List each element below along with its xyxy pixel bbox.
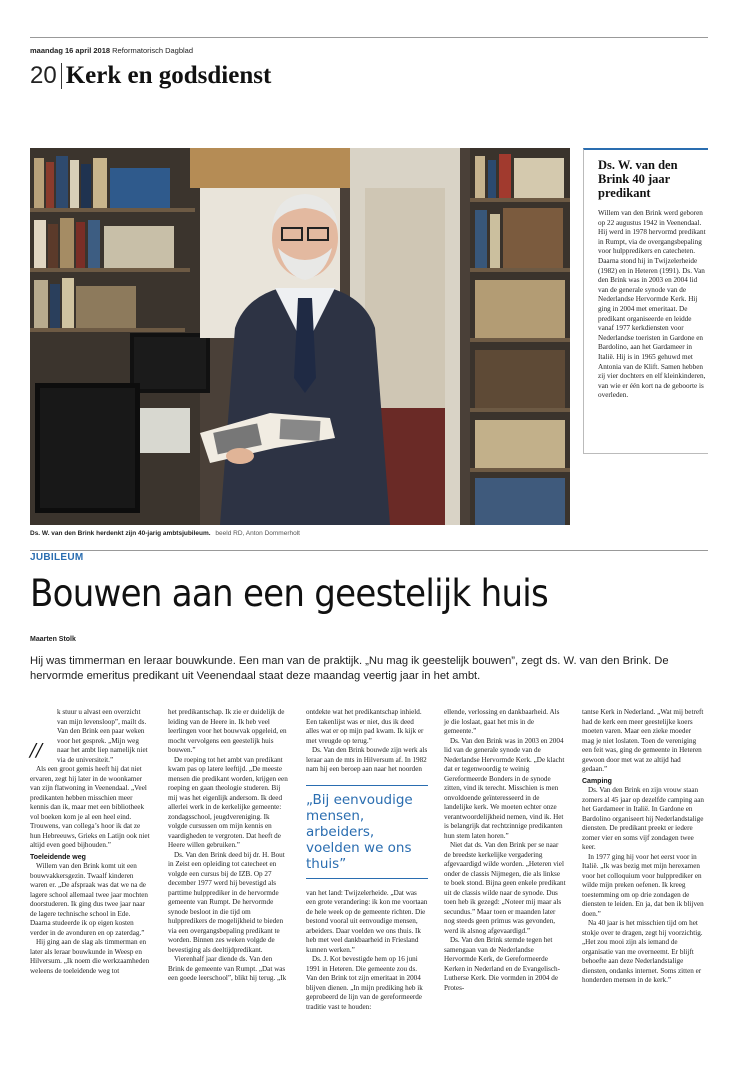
paragraph: Als een groot gemis heeft hij dat niet ervaren, zegt hij later in de woonkamer van zijn flatwoning in Veenendaal. „Veel predikanten hebben misschien meer kennis dan ik, maar met een bibliotheek vol boeken kom je al een heel eind. Trouwens, van collega’s hoor ik dat ze hun Hebreeuws, Grieks en Latijn ook niet altijd even goed bijhouden.” (30, 765, 150, 849)
article-column-5 (582, 708, 704, 986)
paragraph: Niet dat ds. Van den Brink per se naar de breedste kerkelijke vergadering afgevaardigd wilde worden. „Heteren viel onder de classis Nijmegen, die als linkse te boek stond. Bijna geen enkele predikant uit de classis wilde naar de synode. Dus toen heb ik gezegd: „Noteer mij maar als secundus.” Maar toen er maanden later nog steeds geen primus was gevonden, werd ik alsnog afgevaardigd.” (444, 841, 566, 935)
caption-text: Ds. W. van den Brink herdenkt zijn 40-jarig ambtsjubileum. (30, 530, 211, 537)
headline: Bouwen aan een geestelijk huis (30, 572, 549, 615)
kicker-rule (30, 550, 708, 551)
portrait-image (30, 148, 570, 525)
paragraph: tantse Kerk in Nederland. „Wat mij betreft had de kerk een meer geestelijke koers moeten varen. Maar een zieke moeder mag je niet loslaten. Toen de vereniging een feit was, ging de gemeente in Heteren gewoon door met wat ze altijd had gedaan.” (582, 708, 704, 773)
paragraph: ellende, verlossing en dankbaarheid. Als je die loslaat, gaat het mis in de gemeente.” (444, 708, 560, 735)
photo-caption (30, 530, 570, 537)
paragraph: k stuur u alvast een overzicht van mijn levensloop”, mailt ds. Van den Brink een paar weken voor het gesprek. „Mijn weg naar het ambt liep namelijk niet via de universiteit.” (57, 708, 148, 764)
paragraph: Ds. Van den Brink deed bij dr. H. Bout in Zeist een opleiding tot catecheet en volgde een cursus bij de IZB. Op 27 december 1977 werd hij bevestigd als parttime hulpprediker in de hervormde gemeente van Rumpt. De hervormde synode besloot in die tijd om hulppredikers de mogelijkheid te bieden via een overgangsbepaling predikant te worden. Binnen zes weken volgde de bevestiging als deeltijdpredikant. (168, 850, 285, 954)
paragraph: van het land: Twijzelerheide. „Dat was een grote verandering: ik kon me voortaan de hele week op de gemeente richten. Die bestond vooral uit eenvoudige mensen, arbeiders. Daar voelden we ons thuis. Ik heb met veel dankbaarheid in Friesland kunnen werken.” (306, 888, 428, 954)
pull-quote: „Bij eenvoudige mensen, arbeiders, voelden we ons thuis” (306, 785, 428, 879)
paragraph: In 1977 ging hij voor het eerst voor in Italië. „Ik was bezig met mijn herexamen voor het colloquium voor hulpprediker en wilde mijn preken oefenen. Ik kreeg toestemming om op drie zondagen de diensten te leiden. En ja, dat ben ik blijven doen.” (582, 852, 704, 918)
article-column-2 (168, 708, 290, 984)
sidebar-text: Willem van den Brink werd geboren op 22 augustus 1942 in Veenendaal. Hij werd in 1978 hervormd predikant in Rumpt, via de overgangsbepaling voor hulppredikers en catecheten. Daarna stond hij in Twijzelerheide (1982) en in Heteren (1991). Ds. Van den Brink was in 2003 en 2004 lid van de generale synode van de Nederlandse Hervormde Kerk. Hij ging in 2004 met emeritaat. De predikant organiseerde en leidde vanaf 1977 kerkdiensten voor Nederlandse toeristen in Gardone en Bardolino, aan het Gardameer in Italië. Hij is in 1965 gehuwd met Antonia van de Klift. Samen hebben zij vier dochters en elf kleinkinderen, van wie er één kort na de geboorte is overleden. (598, 209, 706, 400)
paragraph: ontdekte wat het predikantschap inhield. Een takenlijst was er niet, dus ik deed alles wat er op mijn pad kwam. Ik kijk er met vreugde op terug.” (306, 708, 424, 745)
paragraph: Ds. Van den Brink bouwde zijn werk als leraar aan de mts in Hilversum af. In 1982 nam hij een beroep aan naar het noorden (306, 746, 428, 773)
article-column-3 (306, 708, 428, 1012)
subheading: Camping (582, 777, 612, 785)
subheading: Toeleidende weg (30, 853, 86, 861)
kicker: JUBILEUM (30, 552, 84, 563)
byline: Maarten Stolk (30, 636, 76, 643)
sidebar-title: Ds. W. van den Brink 40 jaar predikant (598, 158, 678, 200)
header-rule (30, 37, 708, 38)
paragraph: Ds. Van den Brink en zijn vrouw staan zomers al 45 jaar op dezelfde camping aan het Gardameer in Italië. In Gardone en Bardolino organiseert hij Nederlandstalige diensten. De predikant preekt er iedere zomer vier en soms vijf zondagen twee keer. (582, 786, 704, 851)
paragraph: Ds. Van den Brink was in 2003 en 2004 lid van de generale synode van de Nederlandse Hervormde Kerk. „De klacht dat er tegenwoordig te weinig Gereformeerde Bonders in de synode zitten, vind ik terecht. Misschien is men onvoldoende geïnteresseerd in de landelijke kerk. We moeten echter onze verantwoordelijkheid nemen, vind ik. Het is belangrijk dat rechtzinnige predikanten hun stem laten horen.” (444, 736, 565, 840)
page-number: 20 (30, 63, 62, 89)
paper-name: Reformatorisch Dagblad (112, 46, 194, 55)
article-photo (30, 148, 570, 525)
intro-paragraph: Hij was timmerman en leraar bouwkunde. Een man van de praktijk. „Nu mag ik geestelijk bouwen”, zegt ds. W. van den Brink. De hervormde emeritus predikant uit Veenendaal staat deze maandag veertig jaar in het ambt. (30, 655, 669, 682)
paragraph: Vierenhalf jaar diende ds. Van den Brink de gemeente van Rumpt. „Dat was een goede leerschool”, blikt hij terug. „Ik (168, 955, 287, 982)
page-header (30, 60, 271, 92)
paragraph: Willem van den Brink komt uit een bouwvakkersgezin. Twaalf kinderen waren er. „De afspraak was dat we na de lagere school allemaal twee jaar mochten doorstuderen. Ik ging dus twee jaar naar de lagere technische school in Ede. Daarna studeerde ik op eigen kosten verder in de avonduren en op zaterdag.” (30, 862, 148, 937)
article-column-1 (30, 708, 152, 976)
opening-quote-mark: // (30, 740, 43, 761)
bio-sidebar (583, 148, 708, 454)
paragraph: het predikantschap. Ik zie er duidelijk de leiding van de Heere in. Ik heb veel leerlingen voor het bouwvak opgeleid, en mocht vervolgens een geestelijk huis bouwen.” (168, 708, 287, 754)
issue-date: maandag 16 april 2018 (30, 46, 111, 55)
dateline (30, 46, 193, 55)
paragraph: Ds. Van den Brink stemde tegen het samengaan van de Nederlandse Hervormde Kerk, de Gereformeerde Kerken in Nederland en de Evangelisch-Lutherse Kerk. Die vormden in 2004 de Protes- (444, 936, 560, 992)
section-title: Kerk en godsdienst (65, 62, 272, 89)
article-column-4 (444, 708, 566, 993)
paragraph: Hij ging aan de slag als timmerman en later als leraar bouwkunde in Weesp en Hilversum. „Ik noem die werkzaamheden weleens de toeleidende weg tot (30, 938, 150, 975)
paragraph: Na 40 jaar is het misschien tijd om het stokje over te dragen, zegt hij voorzichtig. „Het zou mooi zijn als iemand de organisatie van me overneemt. Er blijft behoefte aan deze Nederlandstalige diensten, ondanks internet. Soms zitten er honderden mensen in de kerk.” (582, 919, 703, 984)
paragraph: De roeping tot het ambt van predikant kwam pas op latere leeftijd. „De meeste mensen die predikant worden, krijgen een roeping en gaan theologie studeren. Bij mij was het eigenlijk andersom. Ik deed allerlei werk in de kerkelijke gemeente: zondagsschool, jeugdvereniging. Ik volgde cursussen om mijn kennis en vaardigheden te vergroten. Dat heeft de Heere willen gebruiken.” (168, 755, 288, 849)
photo-credit: beeld RD, Anton Dommerholt (215, 530, 300, 537)
paragraph: Ds. J. Kot bevestigde hem op 16 juni 1991 in Heteren. Die gemeente zou ds. Van den Brink tot zijn emeritaat in 2004 blijven dienen. „In mijn prediking heb ik geprobeerd de lijn van de gereformeerde traditie vast te houden: (306, 955, 423, 1011)
